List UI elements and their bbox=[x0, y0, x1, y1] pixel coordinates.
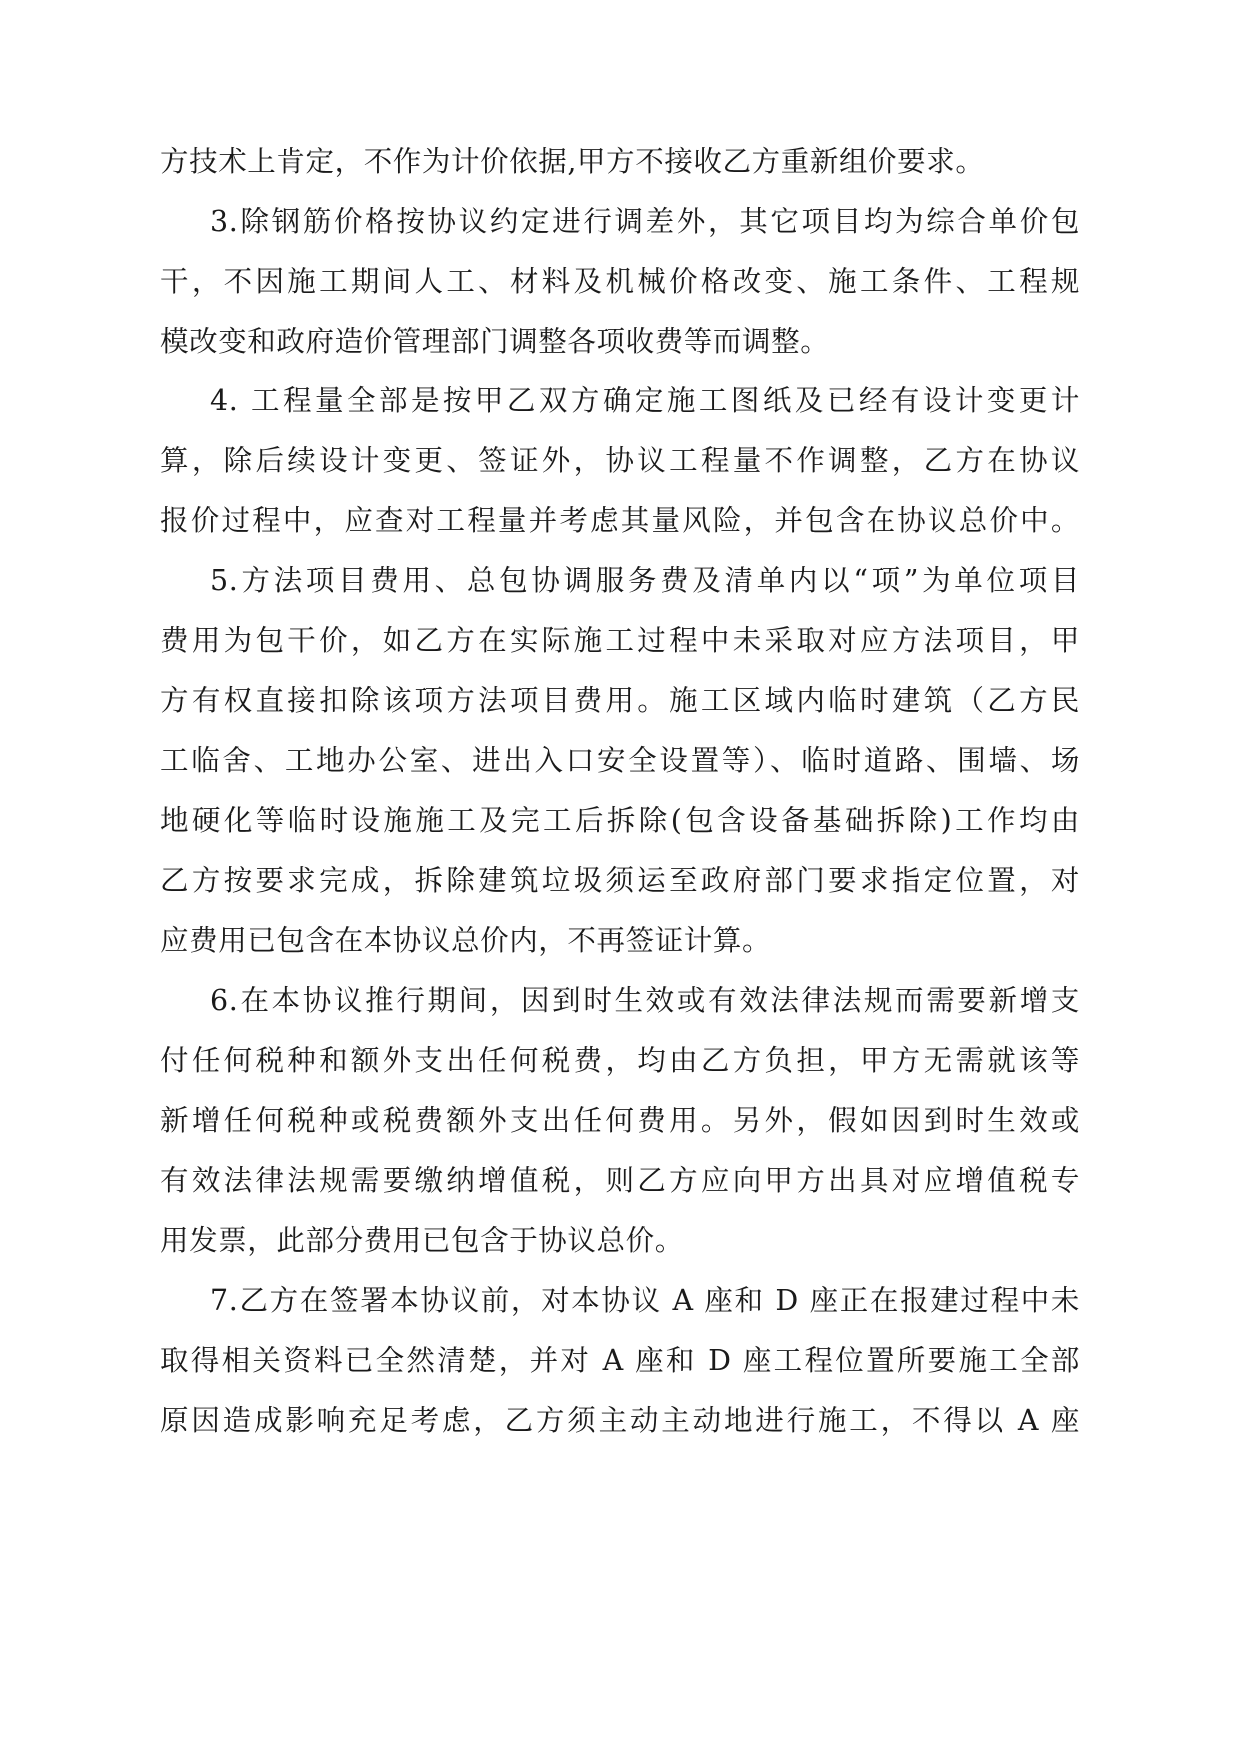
text-line-15: 6.在本协议推行期间，因到时生效或有效法律法规而需要新增支 bbox=[210, 984, 1080, 1017]
text-line-3: 干，不因施工期间人工、材料及机械价格改变、施工条件、工程规 bbox=[160, 265, 1080, 298]
text-line-22: 原因造成影响充足考虑，乙方须主动主动地进行施工，不得以 A 座 bbox=[160, 1404, 1080, 1437]
text-line-6: 算，除后续设计变更、签证外，协议工程量不作调整，乙方在协议 bbox=[160, 444, 1080, 477]
text-line-20: 7.乙方在签署本协议前，对本协议 A 座和 D 座正在报建过程中未 bbox=[210, 1284, 1080, 1317]
text-line-7: 报价过程中，应查对工程量并考虑其量风险，并包含在协议总价中。 bbox=[160, 504, 1080, 537]
text-line-17: 新增任何税种或税费额外支出任何费用。另外，假如因到时生效或 bbox=[160, 1104, 1080, 1137]
text-line-5: 4. 工程量全部是按甲乙双方确定施工图纸及已经有设计变更计 bbox=[210, 384, 1080, 417]
text-line-21: 取得相关资料已全然清楚，并对 A 座和 D 座工程位置所要施工全部 bbox=[160, 1344, 1080, 1377]
text-line-8: 5.方法项目费用、总包协调服务费及清单内以“项”为单位项目 bbox=[210, 564, 1080, 597]
text-line-9: 费用为包干价，如乙方在实际施工过程中未采取对应方法项目，甲 bbox=[160, 624, 1080, 657]
text-line-1: 方技术上肯定，不作为计价依据,甲方不接收乙方重新组价要求。 bbox=[160, 145, 985, 178]
text-line-19: 用发票，此部分费用已包含于协议总价。 bbox=[160, 1224, 684, 1257]
text-line-16: 付任何税种和额外支出任何税费，均由乙方负担，甲方无需就该等 bbox=[160, 1044, 1080, 1077]
text-line-11: 工临舍、工地办公室、进出入口安全设置等）、临时道路、围墙、场 bbox=[160, 744, 1080, 777]
text-line-2: 3.除钢筋价格按协议约定进行调差外，其它项目均为综合单价包 bbox=[210, 205, 1080, 238]
text-line-4: 模改变和政府造价管理部门调整各项收费等而调整。 bbox=[160, 325, 830, 358]
text-line-14: 应费用已包含在本协议总价内，不再签证计算。 bbox=[160, 924, 772, 957]
text-line-18: 有效法律法规需要缴纳增值税，则乙方应向甲方出具对应增值税专 bbox=[160, 1164, 1080, 1197]
text-line-10: 方有权直接扣除该项方法项目费用。施工区域内临时建筑（乙方民 bbox=[160, 684, 1080, 717]
text-line-13: 乙方按要求完成，拆除建筑垃圾须运至政府部门要求指定位置，对 bbox=[160, 864, 1080, 897]
text-line-12: 地硬化等临时设施施工及完工后拆除(包含设备基础拆除)工作均由 bbox=[160, 804, 1080, 837]
